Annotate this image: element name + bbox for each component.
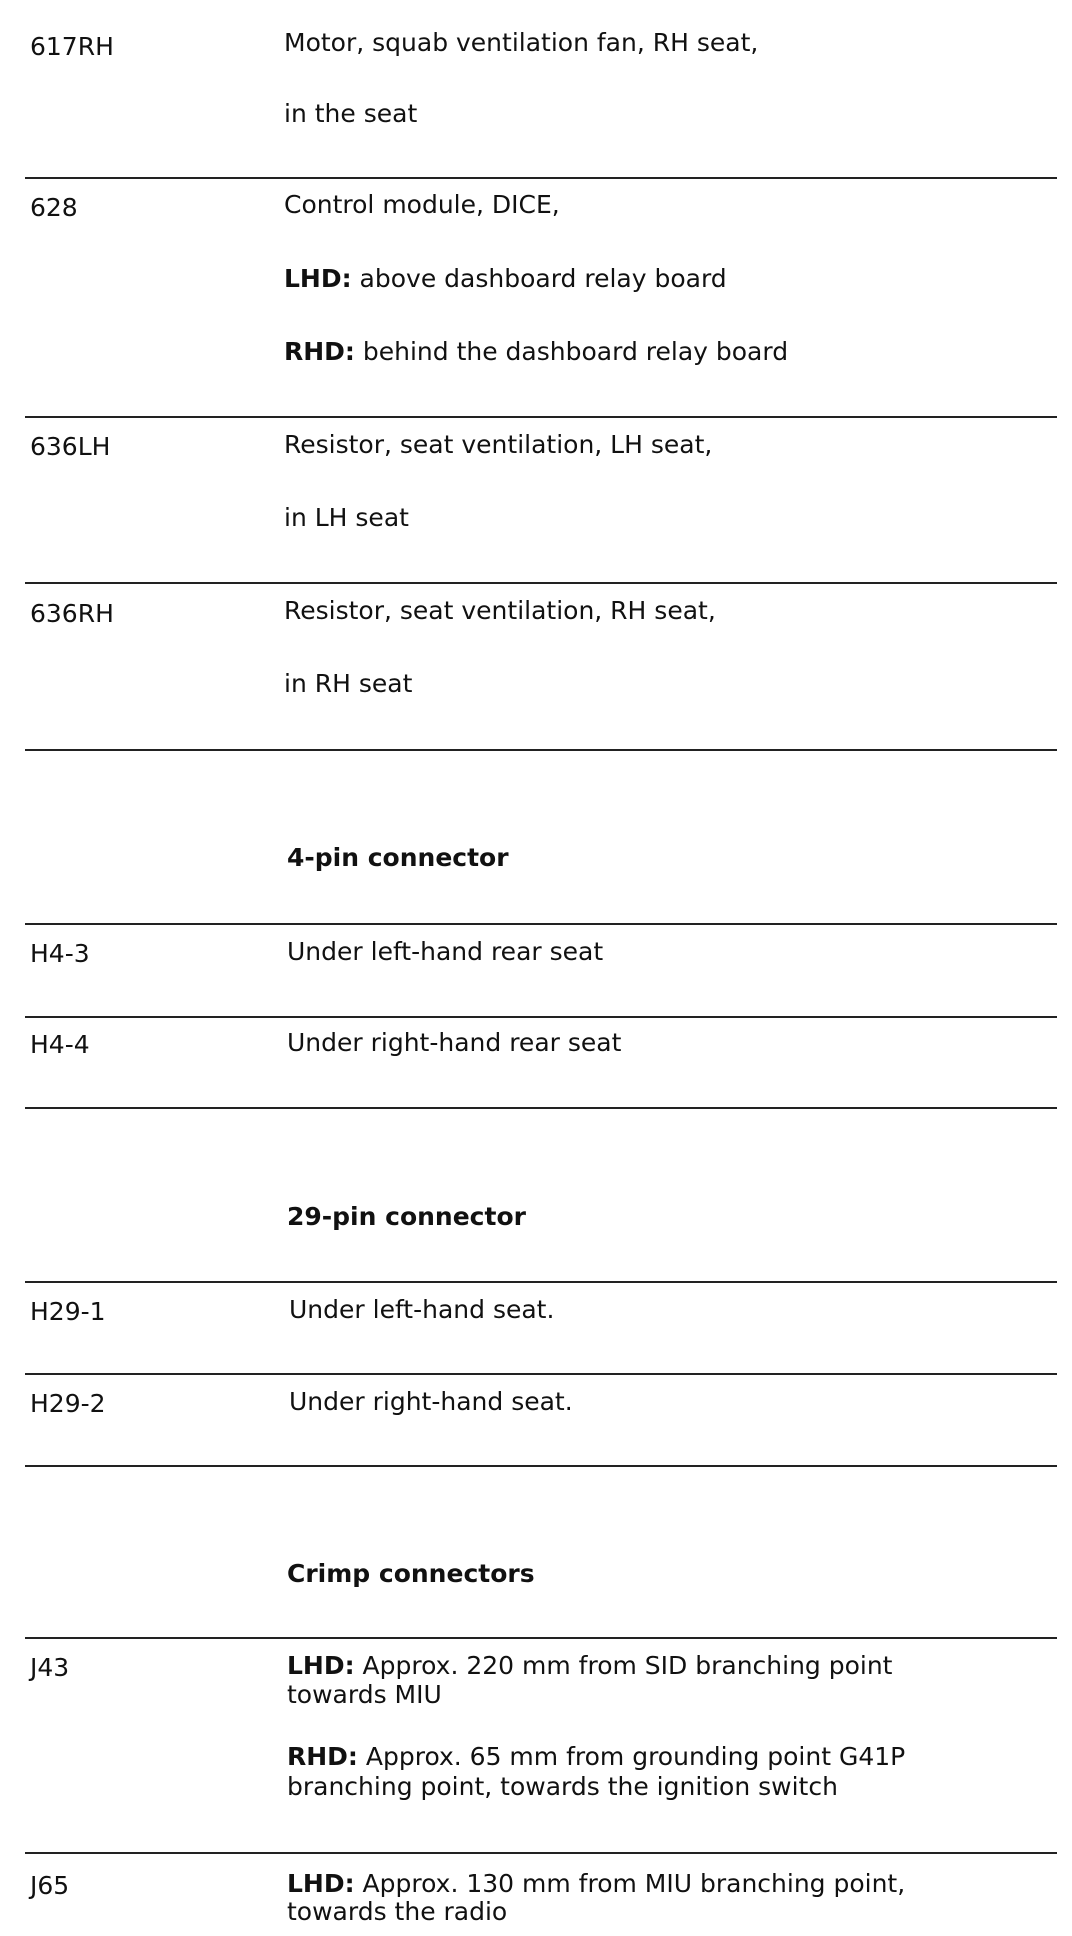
rhd-label: RHD:: [287, 1742, 358, 1771]
row-code: 636RH: [30, 599, 114, 628]
divider: [25, 1373, 1057, 1375]
row-description: Resistor, seat ventilation, RH seat,: [284, 596, 716, 625]
row-code: J43: [30, 1653, 70, 1682]
divider: [25, 582, 1057, 584]
divider: [25, 923, 1057, 925]
row-code: 636LH: [30, 432, 111, 461]
row-description: in LH seat: [284, 503, 409, 532]
divider: [25, 1107, 1057, 1109]
lhd-note-cont: towards MIU: [287, 1680, 442, 1709]
lhd-text: Approx. 220 mm from SID branching point: [354, 1651, 893, 1680]
section-heading: Crimp connectors: [287, 1559, 535, 1588]
rhd-label: RHD:: [284, 337, 355, 366]
divider: [25, 416, 1057, 418]
row-description: in the seat: [284, 99, 418, 128]
divider: [25, 1637, 1057, 1639]
lhd-note: [287, 1651, 893, 1681]
lhd-text: above dashboard relay board: [351, 264, 727, 293]
divider: [25, 1016, 1057, 1018]
lhd-note: [284, 264, 727, 294]
lhd-label: LHD:: [284, 264, 352, 293]
row-code: H29-2: [30, 1389, 106, 1418]
divider: [25, 1465, 1057, 1467]
row-code: H4-3: [30, 939, 90, 968]
row-description: Motor, squab ventilation fan, RH seat,: [284, 28, 759, 57]
rhd-note: [287, 1742, 905, 1772]
row-code: H29-1: [30, 1297, 106, 1326]
row-description: Under left-hand rear seat: [287, 937, 604, 966]
lhd-label: LHD:: [287, 1651, 355, 1680]
rhd-note: [284, 337, 788, 367]
row-description: Under right-hand rear seat: [287, 1028, 622, 1057]
section-heading: 4-pin connector: [287, 843, 509, 872]
row-code: H4-4: [30, 1030, 90, 1059]
row-code: 628: [30, 193, 78, 222]
rhd-text: Approx. 65 mm from grounding point G41P: [357, 1742, 906, 1771]
divider: [25, 1852, 1057, 1854]
row-description: Resistor, seat ventilation, LH seat,: [284, 430, 713, 459]
lhd-label: LHD:: [287, 1869, 355, 1898]
rhd-text: behind the dashboard relay board: [354, 337, 789, 366]
row-description: in RH seat: [284, 669, 413, 698]
row-description: Under left-hand seat.: [289, 1295, 555, 1324]
row-code: 617RH: [30, 32, 114, 61]
row-description: Under right-hand seat.: [289, 1387, 573, 1416]
row-description: Control module, DICE,: [284, 190, 560, 219]
divider: [25, 749, 1057, 751]
divider: [25, 177, 1057, 179]
row-code: J65: [30, 1871, 70, 1900]
divider: [25, 1281, 1057, 1283]
lhd-note-cont: towards the radio: [287, 1897, 508, 1926]
section-heading: 29-pin connector: [287, 1202, 526, 1231]
rhd-note-cont: branching point, towards the ignition switch: [287, 1772, 838, 1801]
lhd-text: Approx. 130 mm from MIU branching point,: [354, 1869, 906, 1898]
lhd-note: [287, 1869, 905, 1899]
